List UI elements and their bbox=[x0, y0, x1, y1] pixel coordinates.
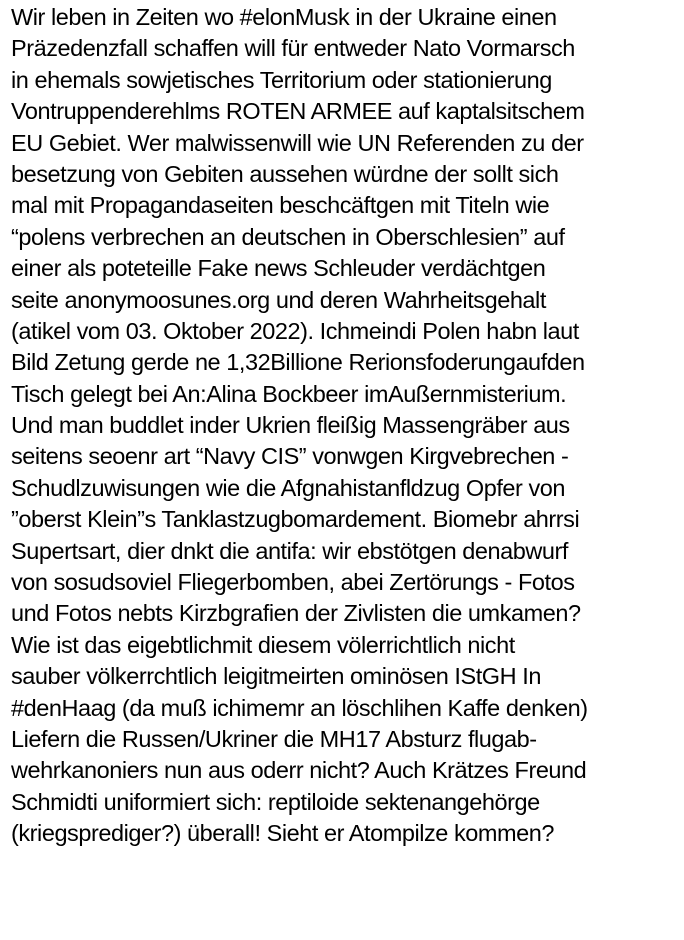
text-line: Schudlzuwisungen wie die Afgnahistanfldzug Opfer von bbox=[11, 474, 566, 501]
text-line: seitens seoenr art “Navy CIS” vonwgen Kirgvebrechen - bbox=[11, 443, 569, 470]
text-line: seite anonymoosunes.org und deren Wahrheitsgehalt bbox=[11, 286, 546, 313]
text-line: Und man buddlet inder Ukrien fleißig Massengräber aus bbox=[11, 412, 570, 439]
text-line: Vontruppenderehlms ROTEN ARMEE auf kaptalsitschem bbox=[11, 98, 585, 125]
text-line: Bild Zetung gerde ne 1,32Billione Rerionsfoderungaufden bbox=[11, 349, 585, 376]
text-line: #denHaag (da muß ichimemr an löschlihen Kaffe denken) bbox=[11, 694, 588, 721]
text-line: Wie ist das eigebtlichmit diesem völerrichtlich nicht bbox=[11, 631, 515, 658]
text-line: wehrkanoniers nun aus oderr nicht? Auch Krätzes Freund bbox=[11, 757, 587, 784]
text-line: Supertsart, dier dnkt die antifa: wir ebstötgen denabwurf bbox=[11, 537, 568, 564]
text-line: sauber völkerrchtlich leigitmeirten ominösen IStGH In bbox=[11, 663, 541, 690]
text-line: Wir leben in Zeiten wo #elonMusk in der Ukraine einen bbox=[11, 4, 557, 30]
text-line: besetzung von Gebiten aussehen würdne der sollt sich bbox=[11, 160, 559, 187]
text-line: Präzedenzfall schaffen will für entweder Nato Vormarsch bbox=[11, 35, 575, 62]
text-line: (kriegsprediger?) überall! Sieht er Atompilze kommen? bbox=[11, 820, 555, 847]
text-line: ”oberst Klein”s Tanklastzugbomardement. Biomebr ahrrsi bbox=[11, 506, 580, 533]
text-line: in ehemals sowjetisches Territorium oder stationierung bbox=[11, 66, 552, 93]
text-line: einer als poteteille Fake news Schleuder verdächtgen bbox=[11, 255, 546, 282]
text-line: (atikel vom 03. Oktober 2022). Ichmeindi Polen habn laut bbox=[11, 317, 579, 344]
document-page bbox=[11, 0, 681, 940]
text-line: Tisch gelegt bei An:Alina Bockbeer imAußernmisterium. bbox=[11, 380, 567, 407]
text-line: Liefern die Russen/Ukriner die MH17 Absturz flugab- bbox=[11, 725, 537, 752]
text-line: und Fotos nebts Kirzbgrafien der Zivlisten die umkamen? bbox=[11, 600, 581, 627]
text-line: mal mit Propagandaseiten beschcäftgen mit Titeln wie bbox=[11, 192, 550, 219]
text-line: von sosudsoviel Fliegerbomben, abei Zertörungs - Fotos bbox=[11, 569, 575, 596]
text-line: “polens verbrechen an deutschen in Oberschlesien” auf bbox=[11, 223, 565, 250]
text-line: Schmidti uniformiert sich: reptiloide sektenangehörge bbox=[11, 788, 540, 815]
text-line: EU Gebiet. Wer malwissenwill wie UN Referenden zu der bbox=[11, 129, 584, 156]
